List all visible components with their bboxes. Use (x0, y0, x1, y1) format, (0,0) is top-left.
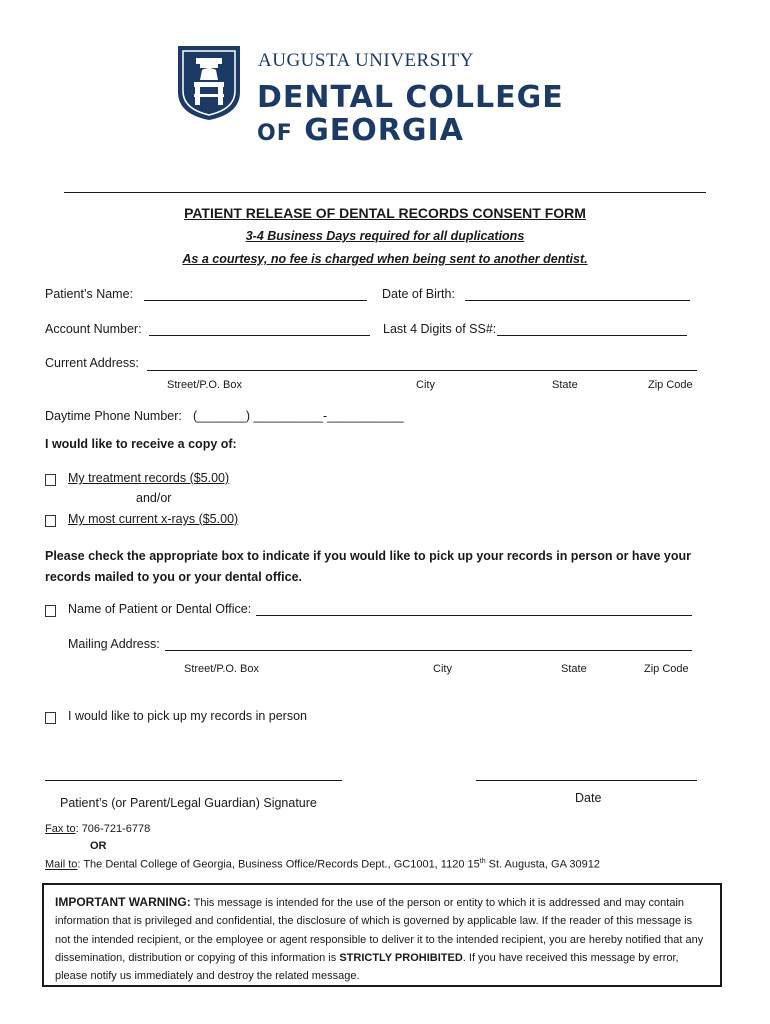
university-name: AUGUSTA UNIVERSITY (258, 50, 474, 71)
xrays-label: My most current x-rays ($5.00) (68, 512, 239, 526)
pickup-person-checkbox[interactable] (45, 712, 56, 724)
fax-number: : 706-721-6778 (75, 823, 151, 835)
date-line[interactable] (476, 780, 697, 781)
mail-label: Mail to (45, 858, 78, 871)
college-name-of: OF (257, 121, 293, 146)
fax-line (45, 823, 150, 835)
mail-address-post: St. Augusta, GA 30912 (485, 858, 600, 871)
fax-label: Fax to (45, 823, 76, 835)
mailing-address-field[interactable] (165, 650, 692, 651)
and-or-text: and/or (136, 491, 172, 505)
signature-label: Patient’s (or Parent/Legal Guardian) Signature (60, 796, 317, 810)
treatment-records-checkbox[interactable] (45, 474, 56, 486)
ssn-label: Last 4 Digits of SS#: (383, 322, 497, 336)
college-name-state: GEORGIA (304, 113, 464, 148)
patient-name-label: Patient’s Name: (45, 287, 134, 301)
warning-text-1: This message is intended for the use of the person or entity to which it is addressed and may contain information that is privileged and confidential, the disclosure of which is governed by applicable law. If the reader of this message is not the intended recipient, or the employee or agent responsible to deliver it to the intended recipient, you are hereby notified that any dissemination, distribution or copying of this information is (55, 897, 704, 964)
warning-emphasis: STRICTLY PROHIBITED (339, 951, 463, 964)
treatment-records-label: My treatment records ($5.00) (68, 471, 230, 485)
mail-line (45, 858, 600, 871)
dob-field[interactable] (465, 300, 690, 301)
or-text: OR (90, 840, 107, 852)
mail-records-checkbox[interactable] (45, 605, 56, 617)
pickup-person-label: I would like to pick up my records in person (68, 709, 307, 723)
xrays-checkbox[interactable] (45, 515, 56, 527)
pickup-instructions: Please check the appropriate box to indicate if you would like to pick up your records in person or have your records mailed to you or your dental office. (45, 549, 691, 584)
warning-heading: IMPORTANT WARNING: (55, 895, 191, 909)
phone-field[interactable]: (_______) __________-___________ (193, 409, 404, 423)
form-subtitle-courtesy: As a courtesy, no fee is charged when being sent to another dentist. (182, 252, 588, 266)
header-divider (64, 192, 706, 193)
college-name-line1: DENTAL COLLEGE (257, 80, 564, 115)
bell-tower-shield-icon (176, 44, 242, 122)
mail-name-field[interactable] (256, 615, 692, 616)
mailing-address-label: Mailing Address: (68, 637, 160, 651)
college-name-line2 (257, 113, 464, 148)
address-street-caption: Street/P.O. Box (167, 379, 243, 391)
date-label: Date (575, 791, 602, 805)
signature-line[interactable] (45, 780, 342, 781)
mail-address-pre: : The Dental College of Georgia, Business Office/Records Dept., GC1001, 1120 15 (77, 858, 480, 871)
mail-city-caption: City (433, 663, 452, 675)
important-warning-box (42, 883, 722, 987)
mail-street-caption: Street/P.O. Box (184, 663, 260, 675)
account-number-label: Account Number: (45, 322, 142, 336)
address-zip-caption: Zip Code (648, 379, 693, 391)
mail-state-caption: State (561, 663, 587, 675)
current-address-label: Current Address: (45, 356, 139, 370)
copy-heading: I would like to receive a copy of: (45, 437, 237, 451)
address-state-caption: State (552, 379, 578, 391)
form-subtitle-duplications: 3-4 Business Days required for all duplications (245, 229, 525, 243)
ssn-field[interactable] (497, 335, 687, 336)
address-city-caption: City (416, 379, 435, 391)
dob-label: Date of Birth: (382, 287, 455, 301)
account-number-field[interactable] (149, 335, 370, 336)
mail-address-sup: th (479, 858, 486, 865)
warning-text-2: . If you have received this message by error, please notify us immediately and destroy the related message. (55, 951, 679, 983)
patient-name-field[interactable] (144, 300, 367, 301)
phone-label: Daytime Phone Number: (45, 409, 182, 423)
current-address-field[interactable] (147, 370, 697, 371)
form-title: PATIENT RELEASE OF DENTAL RECORDS CONSENT FORM (184, 205, 586, 221)
mail-name-label: Name of Patient or Dental Office: (68, 602, 252, 616)
mail-zip-caption: Zip Code (644, 663, 689, 675)
